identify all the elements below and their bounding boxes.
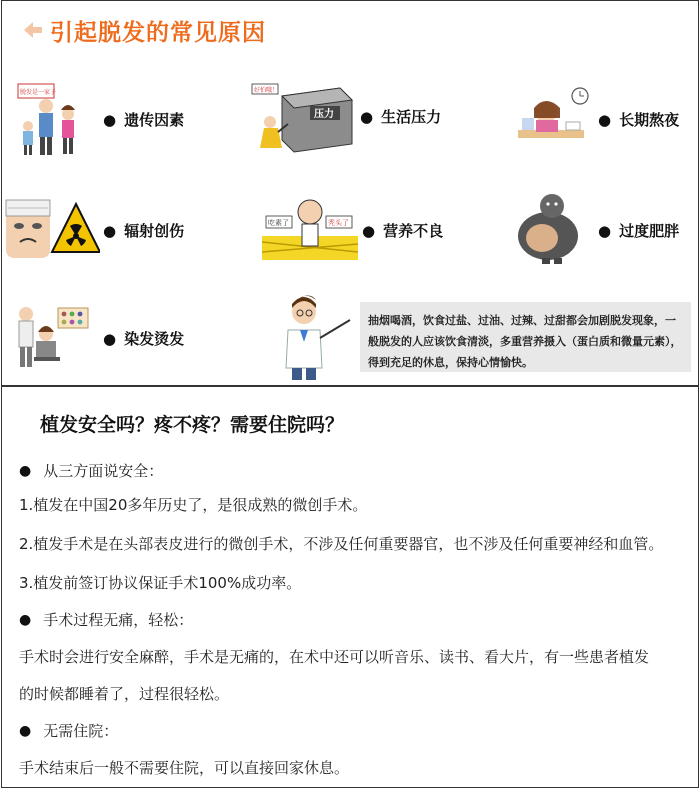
safety-title bbox=[19, 460, 163, 481]
cause-malnutrition bbox=[362, 220, 443, 241]
safety-item-2: 2.植发手术是在头部表皮进行的微创手术，不涉及任何重要器官，也不涉及任何重要神经和血管。 bbox=[19, 535, 664, 553]
doctor-illustration bbox=[282, 290, 354, 382]
painless-line-1: 手术时会进行安全麻醉，手术是无痛的，在术中还可以听音乐、读书、看大片，有一些患者植发 bbox=[19, 648, 650, 666]
bullet-icon: ● bbox=[19, 611, 32, 628]
cause-label: 长期熬夜 bbox=[619, 111, 680, 129]
late-night-illustration bbox=[508, 82, 592, 156]
malnutrition-illustration bbox=[262, 190, 358, 268]
bullet-icon: ● bbox=[360, 107, 374, 126]
pressure-box-text: 压力 bbox=[314, 109, 334, 120]
bullet-icon: ● bbox=[103, 110, 117, 129]
page-title: 引起脱发的常见原因 bbox=[50, 20, 266, 46]
pressure-illustration bbox=[248, 78, 356, 160]
family-illustration bbox=[14, 78, 90, 158]
radiation-illustration bbox=[4, 196, 100, 260]
cause-label: 过度肥胖 bbox=[619, 222, 680, 240]
cause-genetics bbox=[103, 109, 184, 130]
bullet-icon: ● bbox=[362, 221, 376, 240]
cause-label: 生活压力 bbox=[381, 108, 442, 126]
bullet-icon: ● bbox=[103, 329, 117, 348]
cause-obesity bbox=[598, 220, 679, 241]
cause-label: 辐射创伤 bbox=[124, 222, 185, 240]
malnutrition-right-text: 秃头了 bbox=[328, 219, 349, 227]
bullet-icon: ● bbox=[103, 221, 117, 240]
title-accent-icon bbox=[24, 22, 42, 38]
family-sign-text: 脱发是一家子 bbox=[20, 89, 57, 96]
safety-item-1: 1.植发在中国20多年历史了，是很成熟的微创手术。 bbox=[19, 496, 368, 514]
lifestyle-note: 抽烟喝酒，饮食过盐、过油、过辣、过甜都会加剧脱发现象，一般脱发的人应该饮食清淡，多重营养摄入（蛋白质和微量元素），得到充足的休息，保持心情愉快。 bbox=[360, 302, 691, 372]
cause-label: 染发烫发 bbox=[124, 330, 185, 348]
bullet-icon: ● bbox=[598, 110, 612, 129]
bullet-icon: ● bbox=[19, 462, 32, 479]
hospital-title bbox=[19, 720, 118, 741]
obesity-illustration bbox=[512, 188, 592, 266]
malnutrition-left-text: 吃素了 bbox=[268, 219, 289, 227]
hospital-text: 手术结束后一般不需要住院，可以直接回家休息。 bbox=[19, 759, 350, 777]
hair-dye-illustration bbox=[12, 296, 92, 372]
cause-label: 遗传因素 bbox=[124, 111, 185, 129]
cause-label: 营养不良 bbox=[383, 222, 444, 240]
pressure-sign-text: 好怕哦！ bbox=[254, 87, 279, 94]
safety-title-text: 从三方面说安全： bbox=[43, 462, 164, 480]
hospital-title-text: 无需住院： bbox=[43, 722, 119, 740]
painless-line-2: 的时候都睡着了，过程很轻松。 bbox=[19, 685, 230, 703]
faq-heading: 植发安全吗？疼不疼？需要住院吗？ bbox=[40, 414, 345, 436]
bullet-icon: ● bbox=[598, 221, 612, 240]
cause-pressure bbox=[360, 106, 441, 127]
cause-radiation bbox=[103, 220, 184, 241]
bullet-icon: ● bbox=[19, 722, 32, 739]
cause-staying-up-late bbox=[598, 109, 679, 130]
painless-title bbox=[19, 609, 193, 630]
painless-title-text: 手术过程无痛，轻松： bbox=[43, 611, 194, 629]
cause-hair-dye-perm bbox=[103, 328, 184, 349]
safety-item-3: 3.植发前签订协议保证手术100%成功率。 bbox=[19, 574, 302, 592]
